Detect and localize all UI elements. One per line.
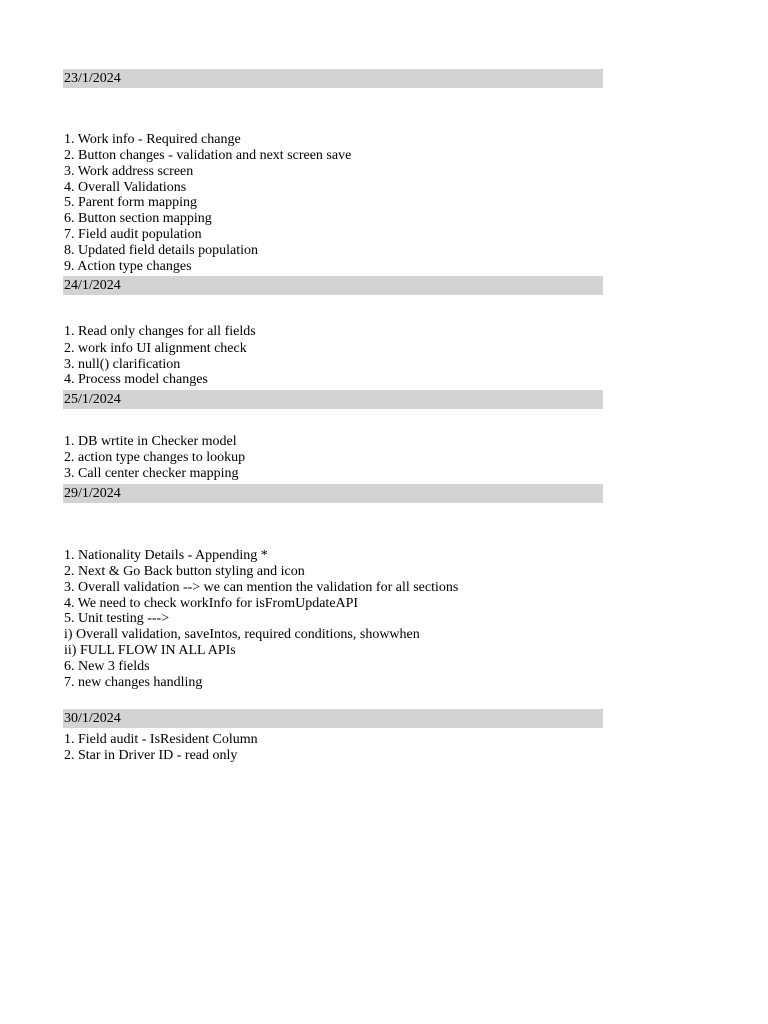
list-item: 3. null() clarification: [64, 357, 181, 372]
list-item: 2. Button changes - validation and next screen save: [64, 148, 352, 163]
list-item: ii) FULL FLOW IN ALL APIs: [64, 643, 236, 658]
date-header: 23/1/2024: [63, 69, 603, 88]
list-item: 4. Process model changes: [64, 372, 208, 387]
list-item: 7. new changes handling: [64, 675, 203, 690]
list-item: 5. Parent form mapping: [64, 195, 197, 210]
date-header: 25/1/2024: [63, 390, 603, 409]
list-item: 2. Next & Go Back button styling and icon: [64, 564, 305, 579]
date-header: 30/1/2024: [63, 709, 603, 728]
list-item: 3. Work address screen: [64, 164, 194, 179]
list-item: 4. Overall Validations: [64, 180, 187, 195]
list-item: i) Overall validation, saveIntos, required conditions, showwhen: [64, 627, 420, 642]
list-item: 1. Nationality Details - Appending *: [64, 548, 268, 563]
list-item: 6. New 3 fields: [64, 659, 150, 674]
list-item: 1. Field audit - IsResident Column: [64, 732, 258, 747]
date-header: 24/1/2024: [63, 276, 603, 295]
list-item: 4. We need to check workInfo for isFromUpdateAPI: [64, 596, 359, 611]
list-item: 2. action type changes to lookup: [64, 450, 246, 465]
list-item: 1. Read only changes for all fields: [64, 324, 256, 339]
list-item: 1. Work info - Required change: [64, 132, 241, 147]
list-item: 3. Call center checker mapping: [64, 466, 239, 481]
list-item: 9. Action type changes: [64, 259, 192, 274]
list-item: 6. Button section mapping: [64, 211, 212, 226]
list-item: 3. Overall validation --> we can mention the validation for all sections: [64, 580, 459, 595]
list-item: 7. Field audit population: [64, 227, 202, 242]
list-item: 1. DB wrtite in Checker model: [64, 434, 237, 449]
date-header: 29/1/2024: [63, 484, 603, 503]
list-item: 8. Updated field details population: [64, 243, 259, 258]
list-item: 2. Star in Driver ID - read only: [64, 748, 238, 763]
list-item: 5. Unit testing --->: [64, 611, 170, 626]
list-item: 2. work info UI alignment check: [64, 341, 247, 356]
